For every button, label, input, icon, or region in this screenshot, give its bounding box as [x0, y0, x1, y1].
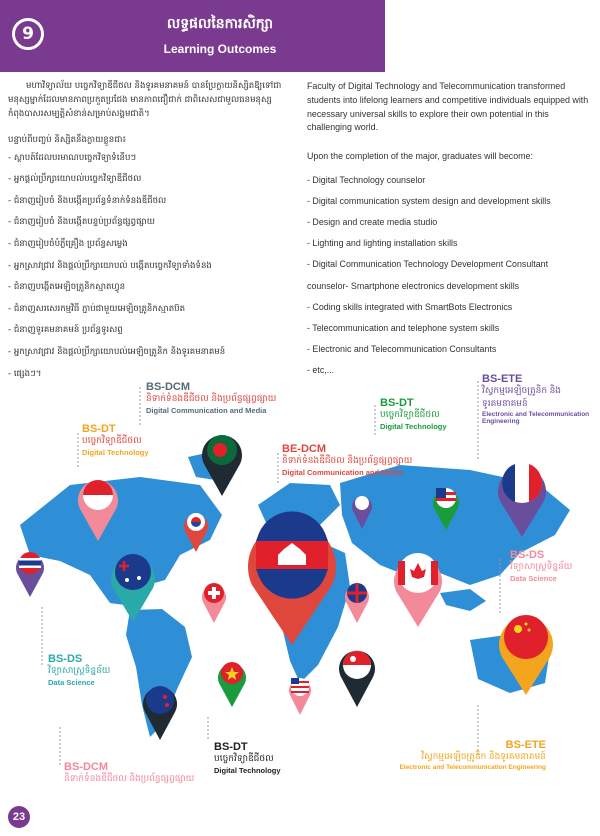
- english-outcome-item: counselor- Smartphone electronics development skills: [307, 280, 520, 291]
- khmer-outcome-item: - ជំនាញរៀបចំ និងបង្កើតប្រព័ន្ធទំនាក់ទំនងឌីជីថល: [8, 195, 167, 206]
- khmer-outcome-item: - ស្ថាបត៍ដែលបរមាណបច្ចេកវិទ្យាទំនើបៗ: [8, 152, 137, 163]
- page-number: 23: [8, 806, 30, 828]
- thailand-flag-pin: [16, 552, 44, 597]
- english-outcomes-list: [307, 170, 593, 382]
- label-bs-ds-left: BS-DS វិទ្យាសាស្ត្រទិន្នន័យ Data Science: [48, 653, 111, 687]
- label-bs-dt-bottom: BS-DT បច្ចេកវិទ្យាឌីជីថល Digital Technology: [214, 741, 281, 775]
- khmer-intro-paragraph: មហាវិទ្យាល័យ បច្ចេកវិទ្យាឌីជីថល និងទូរគមនាគមន៍ បានប្រែក្លាយនិស្សិតឱ្យទៅជាមនុស្សម្នាក់ដែលមានភាពប្រកួតប្រជែង មានភាពជឿជាក់ ជាពិសេសជាមួលធនមនុស្សកំពុងបាសរសម្បត្តិសំខាន់សម្រាប់សង្គមជាតិ។: [8, 81, 282, 119]
- uk-flag-pin: [345, 583, 369, 623]
- khmer-outcome-item: - អ្នកផ្តល់ប្រឹក្សាយោបល់បច្ចេកវិទ្យាឌីជីថល: [8, 174, 142, 185]
- english-list-title: Upon the completion of the major, graduates will become:: [307, 151, 533, 162]
- section-title-english: Learning Outcomes: [163, 42, 277, 56]
- khmer-list-title: បន្ទាប់ពីបញ្ចប់ និស្សិតនឹងក្លាយខ្លួនជា៖: [8, 134, 127, 145]
- khmer-outcomes-list: [8, 148, 300, 386]
- khmer-outcome-item: - ជំនាញរៀបចំបំភ្លឺគ្រឿង ប្រព័ន្ធសម្លេង: [8, 239, 128, 250]
- english-outcome-item: - Electronic and Telecommunication Consultants: [307, 344, 497, 355]
- section-title-khmer: លទ្ធផលនៃការសិក្សា: [166, 16, 274, 32]
- label-bs-ds-right: BS-DS វិទ្យាសាស្ត្រទិន្នន័យ Data Science: [510, 549, 573, 583]
- khmer-outcome-item: - អ្នកស្រាវជ្រាវ និងផ្ដល់ប្រឹក្សាយោបល់អេឡិចត្រូនិក និងទូរគមនាគមន៍: [8, 347, 226, 358]
- usa-flag-pin: [289, 678, 311, 715]
- english-outcome-item: - Coding skills integrated with SmartBots Electronics: [307, 301, 513, 312]
- label-bs-ete-bottom: BS-ETE វិស្វកម្មអេឡិចត្រូនិក និងទូរគមនាគមន៍ Electronic and Telecommunication Engineering: [399, 739, 546, 771]
- label-bs-dt-top-right: BS-DT បច្ចេកវិទ្យាឌីជីថល Digital Technology: [380, 397, 447, 431]
- world-map-illustration: [0, 365, 600, 805]
- vietnam-flag-pin: [218, 662, 246, 707]
- khmer-outcome-item: - ជំនាញទូរគមនាគមន៍ ប្រព័ន្ធទូរសព្ទ: [8, 325, 123, 336]
- english-intro-paragraph: Faculty of Digital Technology and Telecommunication transformed students into lifelong learners and competitive individuals equipped with necessary universal skills to explore their own potential in this challenging world.: [307, 81, 589, 133]
- label-bs-ete-top: BS-ETE វិស្វកម្មអេឡិចត្រូនិក និងទូរគមនាគមន៍ Electronic and Telecommunication Engineering: [482, 373, 590, 425]
- section-number-badge: 9: [12, 18, 44, 50]
- english-outcome-item: - Lighting and lighting installation skills: [307, 238, 458, 249]
- label-bs-dcm-bottom: BS-DCM និទាក់ទំនងឌីជីថល និងប្រព័ន្ធផ្សព្វផ្សាយ: [64, 761, 195, 783]
- label-be-dcm-center: BE-DCM និទាក់ទំនងឌីជីថល និងប្រព័ន្ធផ្សព្វផ្សាយ Digital Communication and Media: [282, 443, 413, 477]
- english-text-column: [307, 80, 593, 382]
- english-outcome-item: - Digital Communication Technology Development Consultant: [307, 259, 549, 270]
- english-outcome-item: - Telecommunication and telephone system skills: [307, 323, 500, 334]
- khmer-outcome-item: - អ្នកស្រាវជ្រាវ និងផ្ដល់ប្រឹក្សាយោបល់ បង្កើតបច្ចេកវិទ្យាទាំងទំនង: [8, 260, 212, 271]
- bangladesh-flag-pin: [202, 435, 242, 496]
- switzerland-flag-pin: [202, 583, 226, 623]
- new-zealand-flag-pin: [143, 686, 177, 740]
- english-outcome-item: - Digital communication system design and development skills: [307, 195, 551, 206]
- english-outcome-item: - Design and create media studio: [307, 217, 438, 228]
- section-header: [0, 0, 385, 72]
- canada-flag-pin: [394, 553, 442, 627]
- khmer-outcome-item: - ជំនាញបង្កើតអេឡិចត្រូនិកស្មាតហ្វូន: [8, 282, 126, 293]
- english-outcome-item: - Digital Technology counselor: [307, 174, 426, 185]
- khmer-outcome-item: - ផ្សេងៗ។: [8, 368, 42, 379]
- singapore-flag-pin: [339, 651, 375, 707]
- khmer-outcome-item: - ជំនាញសរសេរកម្មវិធី ភ្ជាប់ជាមួយអេឡិចត្រូនិកស្មាតប៊ត: [8, 303, 186, 314]
- label-bs-dcm-top: BS-DCM និទាក់ទំនងឌីជីថល និងប្រព័ន្ធផ្សព្វផ្សាយ Digital Communication and Media: [146, 381, 277, 415]
- khmer-text-column: [8, 80, 300, 385]
- english-outcome-item: - etc,...: [307, 365, 335, 376]
- label-bs-dt-top-left: BS-DT បច្ចេកវិទ្យាឌីជីថល Digital Technology: [82, 423, 149, 457]
- khmer-outcome-item: - ជំនាញរៀបចំ និងបង្កើតបន្ទប់ប្រព័ន្ធផ្សព្វផ្សាយ: [8, 217, 155, 228]
